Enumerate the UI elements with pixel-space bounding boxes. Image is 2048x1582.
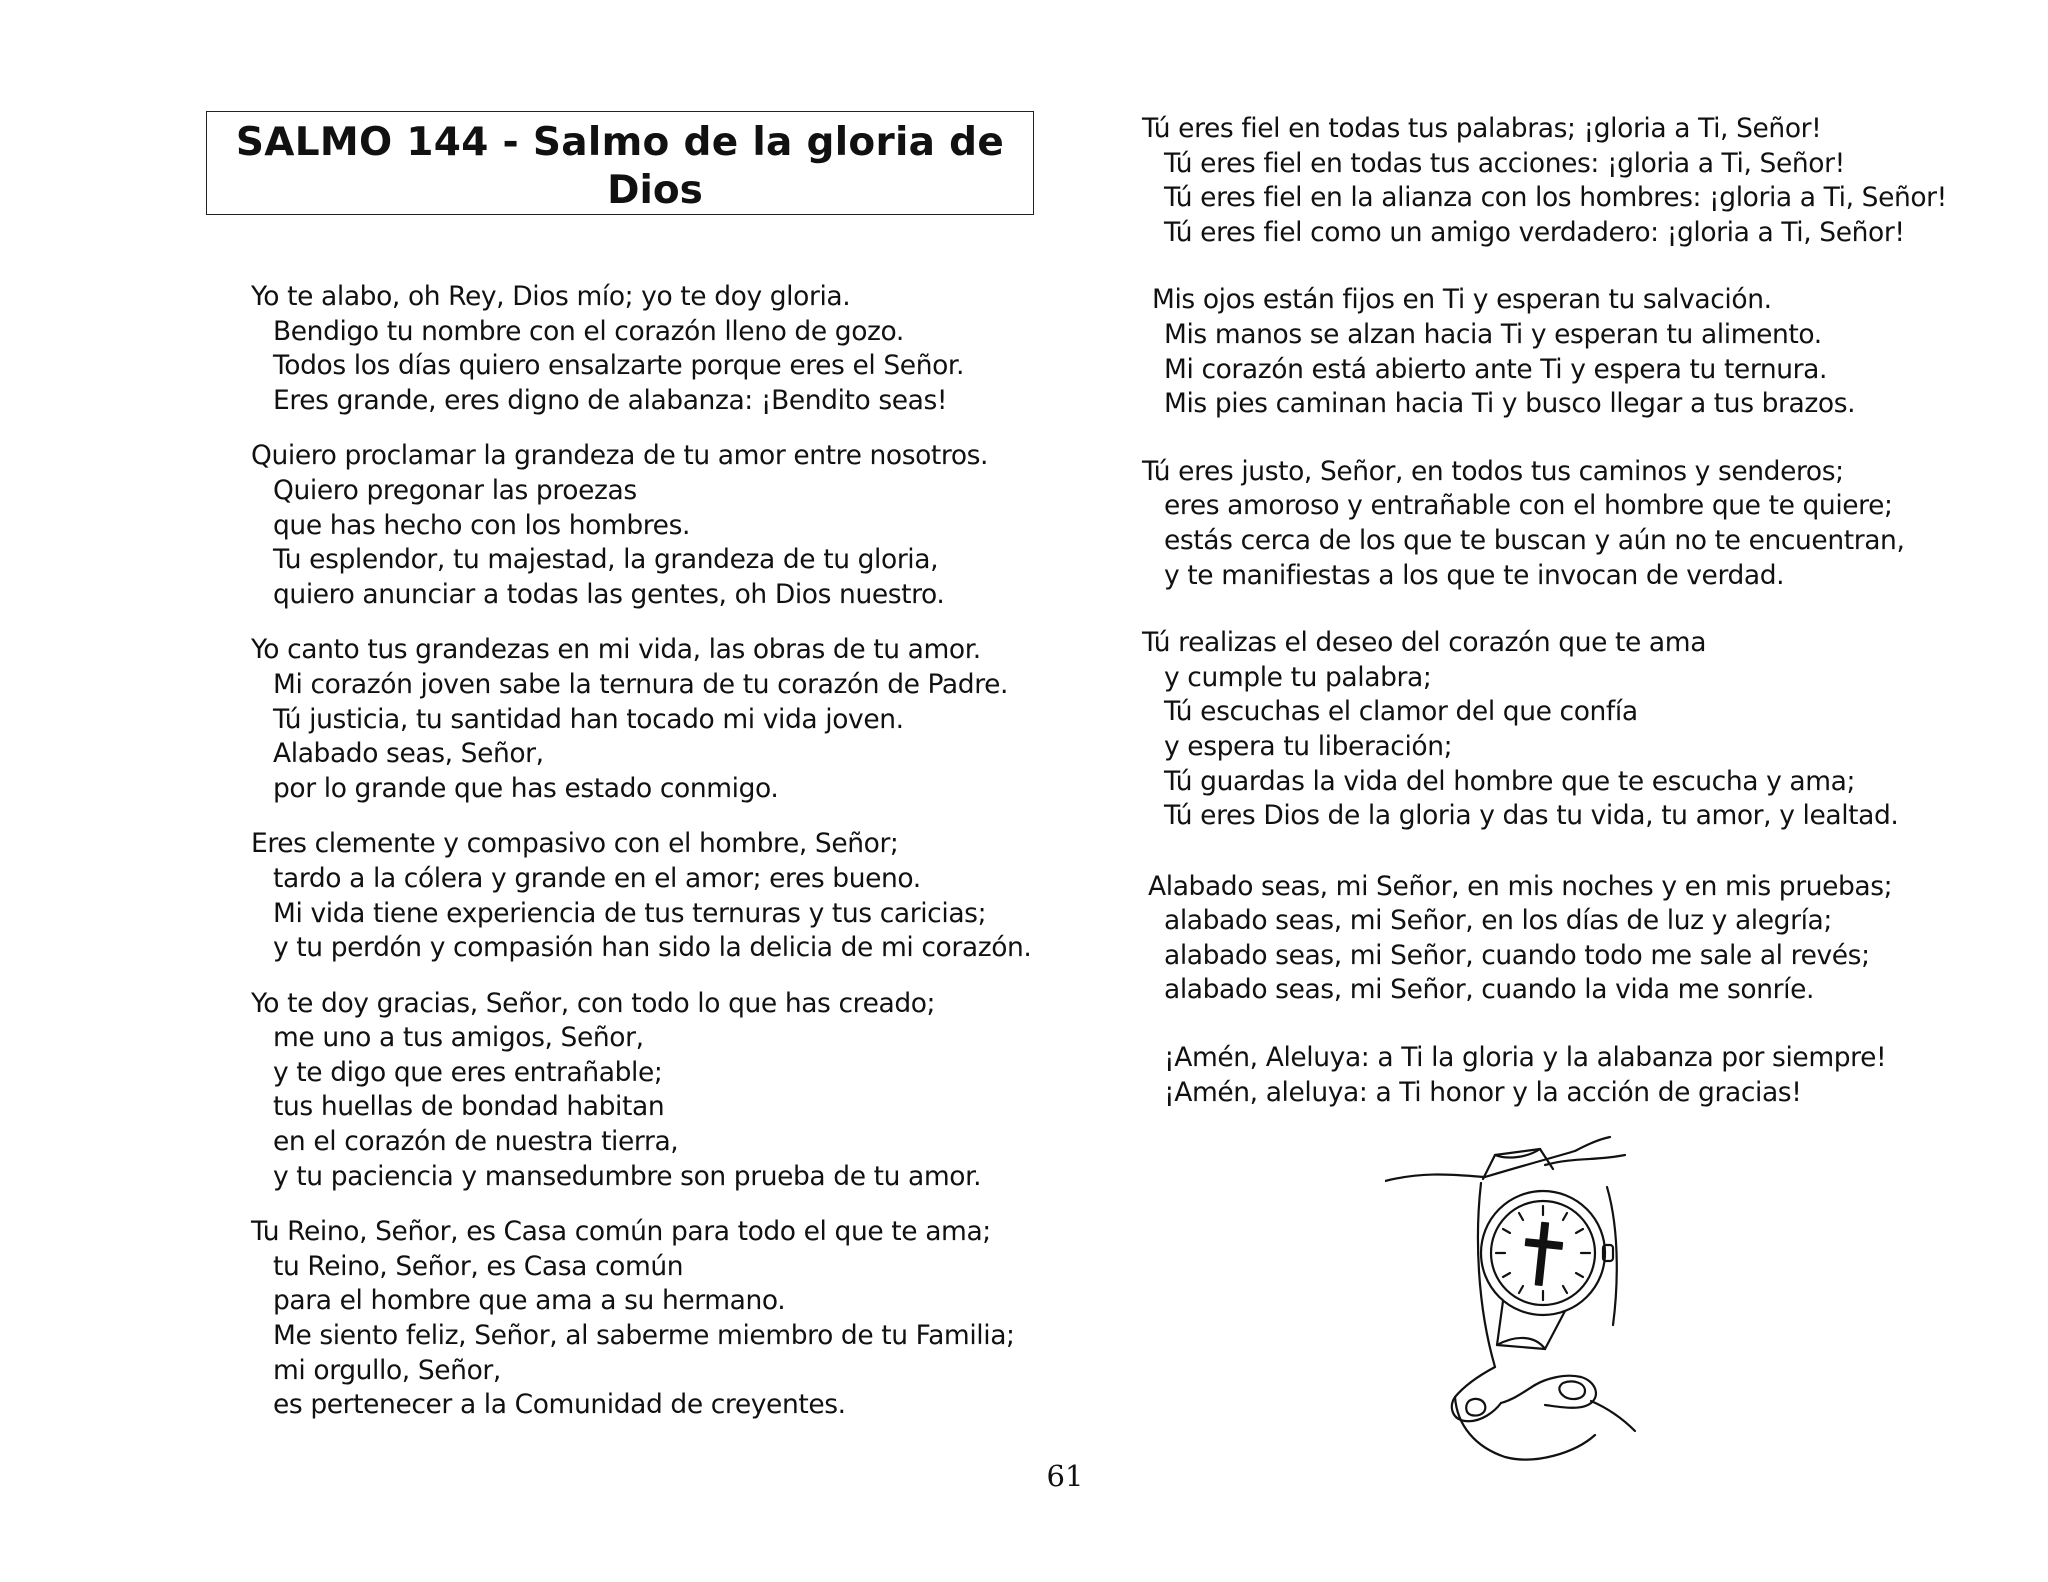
- verse-line: quiero anunciar a todas las gentes, oh Dios nuestro.: [273, 578, 945, 610]
- verse-line: alabado seas, mi Señor, cuando todo me sale al revés;: [1164, 939, 1870, 971]
- stanza: [1142, 626, 1942, 834]
- page-number: 61: [1046, 1459, 1084, 1493]
- verse-line: Yo te doy gracias, Señor, con todo lo que has creado;: [251, 987, 936, 1019]
- verse-line: tus huellas de bondad habitan: [273, 1091, 665, 1123]
- verse-line: Mis manos se alzan hacia Ti y esperan tu alimento.: [1164, 318, 1822, 350]
- verse-line: Tú justicia, tu santidad han tocado mi vida joven.: [273, 703, 904, 735]
- verse-line: Mi corazón joven sabe la ternura de tu corazón de Padre.: [273, 668, 1009, 700]
- verse-line: ¡Amén, Aleluya: a Ti la gloria y la alabanza por siempre!: [1164, 1042, 1887, 1074]
- verse-line: mi orgullo, Señor,: [273, 1354, 501, 1386]
- verse-line: es pertenecer a la Comunidad de creyentes.: [273, 1389, 846, 1421]
- wristwatch-with-cross-icon: [1385, 1135, 1675, 1465]
- right-column: [1142, 112, 1947, 1110]
- verse-line: para el hombre que ama a su hermano.: [273, 1285, 786, 1317]
- stanza: [1142, 112, 1947, 250]
- verse-line: eres amoroso y entrañable con el hombre que te quiere;: [1164, 490, 1893, 522]
- verse-line: Todos los días quiero ensalzarte porque eres el Señor.: [273, 350, 964, 382]
- verse-line: Tú eres justo, Señor, en todos tus caminos y senderos;: [1142, 455, 1844, 487]
- title-line-1: SALMO 144 - Salmo de la gloria de: [235, 120, 1005, 165]
- verse-line: Mis ojos están fijos en Ti y esperan tu salvación.: [1152, 284, 1772, 316]
- verse-line: Tú escuchas el clamor del que confía: [1164, 696, 1638, 728]
- verse-line: Tu Reino, Señor, es Casa común para todo el que te ama;: [251, 1216, 991, 1248]
- title-box: [206, 111, 1034, 215]
- verse-line: por lo grande que has estado conmigo.: [273, 772, 779, 804]
- verse-line: alabado seas, mi Señor, en los días de luz y alegría;: [1164, 905, 1832, 937]
- verse-line: Tú eres fiel en todas tus palabras; ¡gloria a Ti, Señor!: [1142, 113, 1822, 144]
- verse-line: y cumple tu palabra;: [1164, 661, 1432, 693]
- verse-line: y tu paciencia y mansedumbre son prueba de tu amor.: [273, 1160, 982, 1192]
- verse-line: Yo canto tus grandezas en mi vida, las obras de tu amor.: [251, 634, 981, 666]
- verse-line: me uno a tus amigos, Señor,: [273, 1022, 644, 1054]
- verse-line: Eres grande, eres digno de alabanza: ¡Bendito seas!: [273, 384, 948, 416]
- verse-line: Tú realizas el deseo del corazón que te ama: [1142, 627, 1707, 659]
- verse-line: Tú eres Dios de la gloria y das tu vida, tu amor, y lealtad.: [1164, 800, 1899, 832]
- verse-line: Tu esplendor, tu majestad, la grandeza de tu gloria,: [273, 544, 939, 576]
- verse-line: en el corazón de nuestra tierra,: [273, 1126, 679, 1158]
- title-line-2: Dios: [607, 168, 703, 213]
- verse-line: Eres clemente y compasivo con el hombre, Señor;: [251, 828, 899, 860]
- verse-line: Quiero proclamar la grandeza de tu amor entre nosotros.: [251, 440, 989, 472]
- verse-line: Me siento feliz, Señor, al saberme miembro de tu Familia;: [273, 1320, 1015, 1352]
- verse-line: y te manifiestas a los que te invocan de verdad.: [1164, 559, 1785, 591]
- verse-line: Quiero pregonar las proezas: [273, 474, 637, 506]
- verse-line: Tú eres fiel en todas tus acciones: ¡gloria a Ti, Señor!: [1164, 147, 1845, 179]
- stanza: [1142, 1041, 1942, 1110]
- stanza: [251, 633, 1041, 806]
- verse-line: que has hecho con los hombres.: [273, 509, 691, 541]
- stanza: [1142, 283, 1942, 421]
- stanza: [1142, 455, 1942, 593]
- verse-line: y tu perdón y compasión han sido la delicia de mi corazón.: [273, 932, 1032, 964]
- verse-line: estás cerca de los que te buscan y aún no te encuentran,: [1164, 524, 1905, 556]
- verse-line: Alabado seas, mi Señor, en mis noches y en mis pruebas;: [1148, 870, 1893, 902]
- verse-line: Bendigo tu nombre con el corazón lleno de gozo.: [273, 315, 904, 347]
- verse-line: alabado seas, mi Señor, cuando la vida me sonríe.: [1164, 974, 1814, 1006]
- verse-line: y espera tu liberación;: [1164, 730, 1453, 762]
- stanza: [251, 439, 1041, 612]
- verse-line: tardo a la cólera y grande en el amor; eres bueno.: [273, 862, 921, 894]
- verse-line: y te digo que eres entrañable;: [273, 1056, 663, 1088]
- stanza: [1142, 870, 1942, 1008]
- stanza: [251, 1215, 1041, 1423]
- verse-line: Mi corazón está abierto ante Ti y espera tu ternura.: [1164, 353, 1828, 385]
- verse-line: Tú guardas la vida del hombre que te escucha y ama;: [1164, 765, 1855, 797]
- stanza: [251, 827, 1041, 965]
- verse-line: Tú eres fiel como un amigo verdadero: ¡gloria a Ti, Señor!: [1164, 216, 1905, 248]
- verse-line: Mis pies caminan hacia Ti y busco llegar a tus brazos.: [1164, 388, 1856, 420]
- verse-line: tu Reino, Señor, es Casa común: [273, 1250, 684, 1282]
- verse-line: Mi vida tiene experiencia de tus ternuras y tus caricias;: [273, 897, 987, 929]
- verse-line: Tú eres fiel en la alianza con los hombres: ¡gloria a Ti, Señor!: [1164, 182, 1947, 214]
- left-column: [251, 280, 1041, 1423]
- stanza: [251, 280, 1041, 418]
- verse-line: Yo te alabo, oh Rey, Dios mío; yo te doy gloria.: [251, 281, 851, 312]
- stanza: [251, 987, 1041, 1195]
- verse-line: Alabado seas, Señor,: [273, 738, 544, 770]
- verse-line: ¡Amén, aleluya: a Ti honor y la acción de gracias!: [1164, 1076, 1802, 1108]
